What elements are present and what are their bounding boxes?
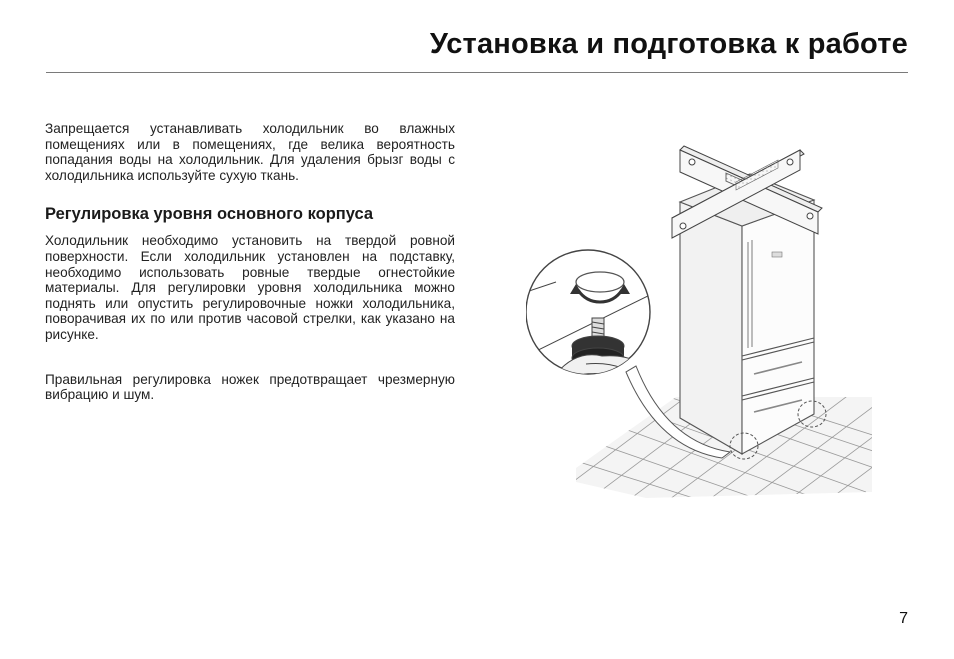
section-heading: Регулировка уровня основного корпуса [45, 205, 374, 224]
intro-paragraph: Запрещается устанавливать холодильник во влажных помещениях или в помещениях, где велика вероятность попадания воды на холодильник. Для удаления брызг воды с холодильника используйте сухую ткань. [45, 121, 455, 183]
page-number: 7 [899, 610, 908, 627]
fridge-leveling-illustration [526, 142, 872, 498]
page-title: Установка и подготовка к работе [429, 28, 908, 60]
leveling-paragraph: Холодильник необходимо установить на твердой ровной поверхности. Если холодильник установлен на подставку, необходимо использовать ровные твердые огнестойкие материалы. Для регулировки уровня холодильника можно поднять или опустить регулировочные ножки холодильника, поворачивая их по или против часовой стрелки, как указано на рисунке. [45, 233, 455, 342]
text-column [45, 121, 455, 403]
vibration-paragraph: Правильная регулировка ножек предотвращает чрезмерную вибрацию и шум. [45, 371, 455, 403]
title-divider [46, 72, 908, 73]
